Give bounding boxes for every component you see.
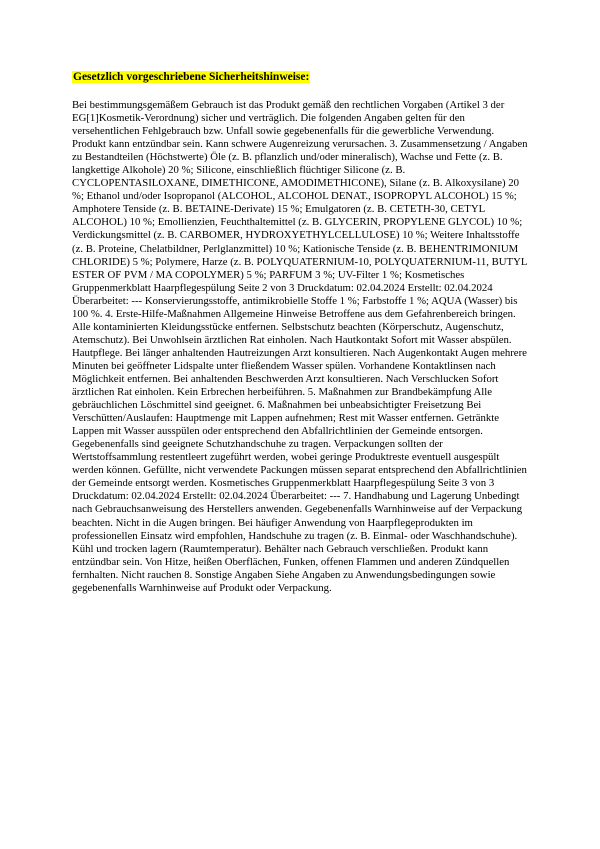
section-heading — [72, 70, 310, 84]
body-paragraph: Bei bestimmungsgemäßem Gebrauch ist das Produkt gemäß den rechtlichen Vorgaben (Artikel 3 der EG[1]Kosmetik-Verordnung) sicher und verträglich. Die folgenden Angaben gelten für den versehentlichen Fehlgebrauch bzw. Unfall sowie gegebenenfalls für die gewerbliche Verwendung. Produkt kann entzündbar sein. Kann schwere Augenreizung verursachen. 3. Zusammensetzung / Angaben zu Bestandteilen (Höchstwerte) Öle (z. B. pflanzlich und/oder mineralisch), Wachse und Fette (z. B. langkettige Alkohole) 20 %; Silicone, einschließlich flüchtiger Silicone (z. B. CYCLOPENTASILOXANE, DIMETHICONE, AMODIMETHICONE), Silane (z. B. Alkoxysilane) 20 %; Ethanol und/oder Isopropanol (ALCOHOL, ALCOHOL DENAT., ISOPROPYL ALCOHOL) 15 %; Amphotere Tenside (z. B. BETAINE-Derivate) 15 %; Emulgatoren (z. B. CETETH-30, CETYL ALCOHOL) 10 %; Emollienzien, Feuchthaltemittel (z. B. GLYCERIN, PROPYLENE GLYCOL) 10 %; Verdickungsmittel (z. B. CARBOMER, HYDROXYETHYLCELLULOSE) 10 %; Weitere Inhaltsstoffe (z. B. Proteine, Chelatbildner, Perlglanzmittel) 10 %; Kationische Tenside (z. B. BEHENTRIMONIUM CHLORIDE) 5 %; Polymere, Harze (z. B. POLYQUATERNIUM-10, POLYQUATERNIUM-11, BUTYL ESTER OF PVM / MA COPOLYMER) 5 %; PARFUM 3 %; UV-Filter 1 %; Kosmetisches Gruppenmerkblatt Haarpflegespülung Seite 2 von 3 Druckdatum: 02.04.2024 Erstellt: 02.04.2024 Überarbeitet: --- Konservierungsstoffe, antimikrobielle Stoffe 1 %; Farbstoffe 1 %; AQUA (Wasser) bis 100 %. 4. Erste-Hilfe-Maßnahmen Allgemeine Hinweise Betroffene aus dem Gefahrenbereich bringen. Alle kontaminierten Kleidungsstücke entfernen. Selbstschutz beachten (Körperschutz, Augenschutz, Atemschutz). Bei Unwohlsein ärztlichen Rat einholen. Nach Hautkontakt Sofort mit Wasser abspülen. Hautpflege. Bei länger anhaltenden Hautreizungen Arzt konsultieren. Nach Augenkontakt Augen mehrere Minuten bei geöffneter Lidspalte unter fließendem Wasser spülen. Vorhandene Kontaktlinsen nach Möglichkeit entfernen. Bei anhaltenden Beschwerden Arzt konsultieren. Nach Verschlucken Sofort ärztlichen Rat einholen. Kein Erbrechen herbeiführen. 5. Maßnahmen zur Brandbekämpfung Alle gebräuchlichen Löschmittel sind geeignet. 6. Maßnahmen bei unbeabsichtigter Freisetzung Bei Verschütten/Auslaufen: Hauptmenge mit Lappen aufnehmen; Rest mit Wasser entfernen. Getränkte Lappen mit Wasser ausspülen oder entsprechend den Abfallrichtlinien der Gemeinde entsorgen. Gegebenenfalls sind geeignete Schutzhandschuhe zu tragen. Verpackungen sollten der Wertstoffsammlung restentleert zugeführt werden, wobei geringe Produktreste eventuell ausgespült werden können. Gefüllte, nicht verwendete Packungen müssen separat entsprechend den Abfallrichtlinien der Gemeinde entsorgt werden. Kosmetisches Gruppenmerkblatt Haarpflegespülung Seite 3 von 3 Druckdatum: 02.04.2024 Erstellt: 02.04.2024 Überarbeitet: --- 7. Handhabung und Lagerung Unbedingt nach Gebrauchsanweisung des Herstellers anwenden. Gegebenenfalls Warnhinweise auf der Verpackung beachten. Nicht in die Augen bringen. Bei häufiger Anwendung von Haarpflegeprodukten im professionellen Einsatz wird empfohlen, Handschuhe zu tragen (z. B. Einmal- oder Waschhandschuhe). Kühl und trocken lagern (Raumtemperatur). Behälter nach Gebrauch verschließen. Produkt kann entzündbar sein. Von Hitze, heißen Oberflächen, Funken, offenen Flammen und anderen Zündquellen fernhalten. Nicht rauchen 8. Sonstige Angaben Siehe Angaben zu Anwendungsbedingungen sowie gegebenenfalls Warnhinweise auf Produkt oder Verpackung. — [72, 99, 528, 594]
heading-highlight: Gesetzlich vorgeschriebene Sicherheitshinweise: — [73, 71, 310, 83]
